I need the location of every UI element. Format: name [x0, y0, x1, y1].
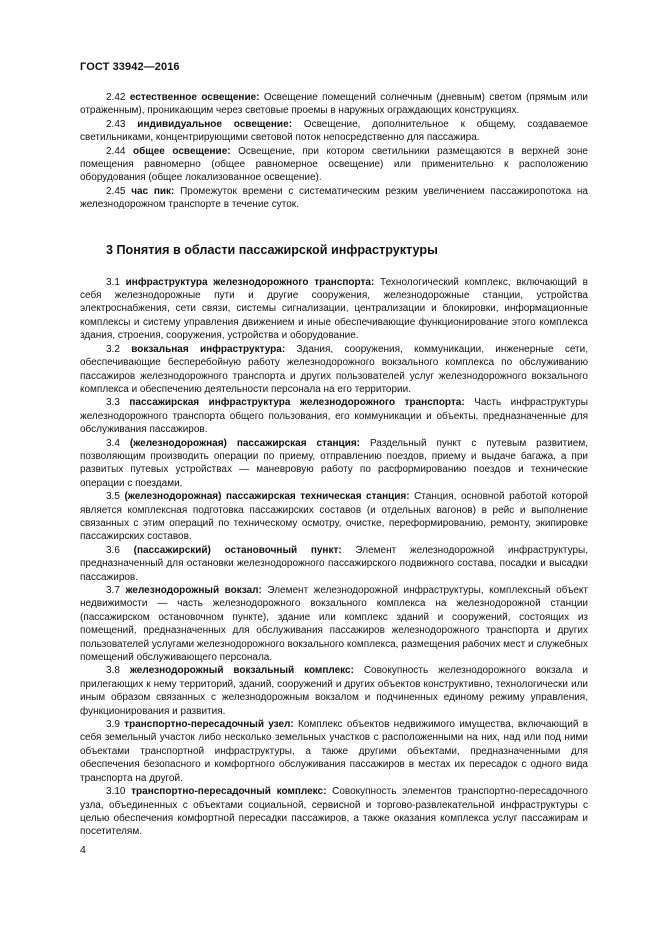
definition-term: железнодорожный вокзал: — [125, 585, 262, 596]
section-3-title: 3 Понятия в области пассажирской инфраструктуры — [106, 242, 438, 257]
definition-text: Технологический комплекс, включающий в себя железнодорожные пути и другие сооружения, железнодорожные станции, устройства электроснабжения, сети связи, системы сигнализации, централизации и блокировки, информационные комплексы и систему управления движением и иные обеспечивающие функционирование этого комплекса здания, строения, сооружения, устройства и оборудование. — [80, 276, 588, 342]
definitions-section-3 — [80, 276, 588, 839]
definition-number: 3.6 — [106, 544, 120, 556]
definition-term: транспортно-пересадочный узел: — [124, 719, 294, 731]
definition-term: пассажирская инфраструктура железнодорожного транспорта: — [129, 397, 465, 409]
definition-number: 2.42 — [106, 92, 126, 103]
document-header: ГОСТ 33942—2016 — [80, 61, 180, 73]
definition-3-10 — [80, 785, 588, 839]
definition-term: общее освещение: — [133, 145, 231, 157]
definition-number: 3.1 — [106, 276, 120, 288]
definition-number: 2.44 — [106, 145, 126, 157]
definition-3-4 — [80, 437, 588, 491]
definition-term: (железнодорожная) пассажирская станция: — [129, 437, 361, 449]
definition-3-7 — [80, 584, 588, 664]
definition-number: 3.4 — [106, 437, 120, 449]
definition-2-43 — [80, 118, 588, 145]
definition-text: Раздельный пункт с путевым развитием, позволяющим производить операции по приему, отправлению поездов, приему и выдаче багажа, а при развитых путевых устройствах — маневровую работу по расформированию поездов и технические операции с поездами. — [80, 437, 589, 489]
definition-term: индивидуальное освещение: — [137, 118, 292, 130]
definition-text: Освещение, дополнительное к общему, создаваемое светильниками, концентрирующими световой поток непосредственно для пассажира. — [80, 118, 588, 144]
definition-text: Совокупность элементов транспортно-пересадочного узла, объединенных с объектами социальной, сервисной и торгово-развлекательной инфраструктуры с целью обеспечения комфортной пересадки пассажиров, а также оказания комплекса услуг пассажирам и посетителям. — [80, 786, 588, 838]
definition-number: 3.8 — [106, 665, 120, 677]
definition-term: инфраструктура железнодорожного транспорта: — [125, 276, 375, 288]
definition-text: Здания, сооружения, коммуникации, инженерные сети, обеспечивающие бесперебойную работу железнодорожного вокзального комплекса по обслуживанию пассажиров железнодорожного транспорта и других пользователей услуг железнодорожного вокзального комплекса и обеспечению деятельности персонала на его территории. — [80, 343, 589, 395]
definition-3-1 — [80, 276, 588, 343]
page-number: 4 — [80, 844, 86, 856]
definition-text: Элемент железнодорожной инфраструктуры, комплексный объект недвижимости — часть железнодорожного вокзального комплекса на железнодорожной станции (пассажирском остановочном пункте), здание или комплекс зданий и сооружений, состоящих из помещений, предназначенных для обслуживания пассажиров железнодорожного транспорта и других пользователей услугами железнодорожного вокзального комплекса, размещения рабочих мест и служебных помещений обслуживающего персонала. — [80, 585, 589, 664]
definition-text: Освещение помещений солнечным (дневным) светом (прямым или отраженным), проникающим через световые проемы в наружных ограждающих конструкциях. — [80, 92, 588, 117]
definition-number: 3.9 — [106, 719, 120, 731]
definition-number: 3.3 — [106, 397, 120, 409]
definition-term: (железнодорожная) пассажирская техническая станция: — [124, 491, 410, 503]
definition-number: 2.43 — [106, 118, 126, 130]
definition-term: вокзальная инфраструктура: — [131, 343, 286, 355]
definition-number: 2.45 — [106, 185, 126, 197]
definition-text: Освещение, при котором светильники размещаются в верхней зоне помещения равномерно (общее равномерное освещение) или применительно к расположению оборудования (общее локализованное освещение). — [80, 145, 588, 184]
definition-number: 3.7 — [106, 585, 120, 596]
definition-3-2 — [80, 343, 588, 397]
definition-3-5 — [80, 490, 588, 544]
definition-term: (пассажирский) остановочный пункт: — [133, 544, 342, 556]
definition-term: железнодорожный вокзальный комплекс: — [129, 665, 354, 677]
definition-term: естественное освещение: — [129, 92, 260, 103]
definition-text: Часть инфраструктуры железнодорожного транспорта общего пользования, его коммуникации и объекты, предназначенные для обслуживания пассажиров. — [80, 397, 588, 436]
definition-text: Элемент железнодорожной инфраструктуры, предназначенный для остановки железнодорожного пассажирского подвижного состава, посадки и высадки пассажиров. — [80, 544, 589, 583]
definition-text: Совокупность железнодорожного вокзала и прилегающих к нему территорий, зданий, сооружений и других объектов конструктивно, технологически или иным образом связанных с железнодорожным вокзалом и подчиненных единому режиму управления, функционирования и развития. — [80, 665, 588, 717]
definitions-section-2 — [80, 91, 588, 212]
document-body — [80, 91, 588, 839]
definition-2-44 — [80, 145, 588, 185]
definition-number: 3.10 — [106, 786, 126, 798]
definition-number: 3.5 — [106, 491, 120, 503]
definition-3-9 — [80, 718, 588, 785]
definition-number: 3.2 — [106, 343, 120, 355]
definition-text: Комплекс объектов недвижимого имущества, включающий в себя земельный участок либо несколько земельных участков с расположенными на них, над или под ними объектами транспортной инфраструктуры, а также другими объектами, предназначенными для обеспечения безопасного и комфортного обслуживания пассажиров в местах их пересадок с одного вида транспорта на другой. — [80, 719, 588, 784]
definition-text: Станция, основной работой которой является комплексная подготовка пассажирских составов (и отдельных вагонов) в рейс и выполнение связанных с этим операций по техническому осмотру, очистке, переформированию, ремонту, экипировке пассажирских составов. — [80, 491, 589, 543]
definition-3-3 — [80, 396, 588, 436]
definition-text: Промежуток времени с систематическим резким увеличением пассажиропотока на железнодорожном транспорте в течение суток. — [80, 185, 588, 211]
definition-3-8 — [80, 664, 588, 718]
definition-2-42 — [80, 91, 588, 118]
definition-term: транспортно-пересадочный комплекс: — [131, 786, 327, 798]
definition-3-6 — [80, 544, 588, 584]
definition-2-45 — [80, 185, 588, 212]
definition-term: час пик: — [131, 185, 175, 197]
